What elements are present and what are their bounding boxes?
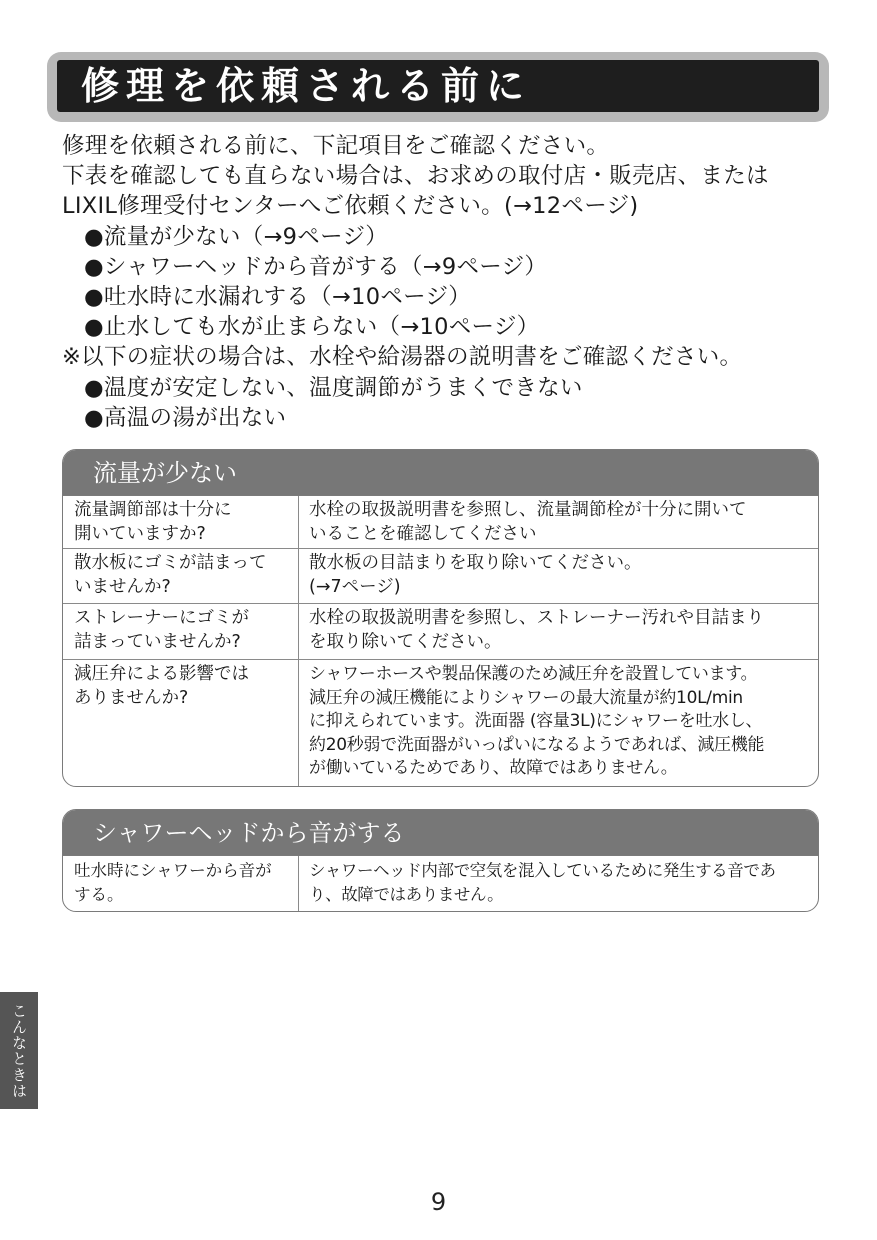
- section-header: 流量が少ない: [63, 450, 818, 496]
- remedy-text: シャワーヘッド内部で空気を混入しているために発生する音であ: [309, 861, 776, 880]
- remedy-text: 水栓の取扱説明書を参照し、流量調節栓が十分に開いて: [309, 500, 747, 520]
- check-text: 減圧弁による影響では: [74, 664, 249, 684]
- check-text: 詰まっていませんか?: [74, 631, 241, 652]
- remedy-cell: [299, 856, 818, 911]
- check-cell: [63, 856, 299, 911]
- remedy-text: いることを確認してください: [309, 523, 537, 544]
- table-row: [63, 548, 818, 603]
- intro-line: 下表を確認しても直らない場合は、お求めの取付店・販売店、または: [62, 163, 769, 190]
- check-text: ありませんか?: [74, 687, 189, 708]
- symptom-item: ●シャワーヘッドから音がする（→9ページ）: [84, 253, 548, 280]
- remedy-cell: [299, 604, 818, 659]
- section-low-flow: [62, 449, 819, 787]
- remedy-text: り、故障ではありません。: [309, 884, 504, 904]
- section-header: シャワーヘッドから音がする: [63, 810, 818, 856]
- check-text: いませんか?: [74, 576, 171, 597]
- symptom-item: ●止水しても水が止まらない（→10ページ）: [84, 314, 540, 341]
- check-text: する。: [74, 884, 124, 904]
- title-frame: [47, 52, 829, 122]
- remedy-cell: [299, 496, 818, 548]
- check-text: 流量調節部は十分に: [74, 500, 232, 520]
- troubleshoot-table: [63, 856, 818, 911]
- table-row: [63, 659, 818, 786]
- table-row: [63, 856, 818, 911]
- page-number: 9: [430, 1188, 447, 1216]
- remedy-text: が働いているためであり、故障ではありません。: [309, 758, 678, 778]
- symptom-item: ●吐水時に水漏れする（→10ページ）: [84, 283, 472, 310]
- page-title: 修理を依頼される前に: [57, 60, 819, 112]
- remedy-cell: [299, 660, 818, 786]
- symptom-item: ●温度が安定しない、温度調節がうまくできない: [84, 374, 583, 401]
- remedy-text: を取り除いてください。: [309, 631, 502, 652]
- intro-line: LIXIL修理受付センターへご依頼ください。(→12ページ): [62, 193, 639, 220]
- intro-line: 修理を依頼される前に、下記項目をご確認ください。: [62, 133, 610, 159]
- check-cell: [63, 660, 299, 786]
- section-shower-noise: [62, 809, 819, 912]
- side-index-tab: こんなときは: [0, 992, 38, 1109]
- troubleshoot-table: [63, 496, 818, 786]
- check-cell: [63, 604, 299, 659]
- intro-text: [62, 131, 852, 433]
- check-text: 開いていますか?: [74, 523, 206, 544]
- check-cell: [63, 549, 299, 603]
- check-cell: [63, 496, 299, 548]
- remedy-text: 約20秒弱で洗面器がいっぱいになるようであれば、減圧機能: [309, 734, 765, 755]
- note-line: ※以下の症状の場合は、水栓や給湯器の説明書をご確認ください。: [62, 344, 743, 371]
- symptom-item: ●高温の湯が出ない: [84, 404, 287, 431]
- remedy-text: 減圧弁の減圧機能によりシャワーの最大流量が約10L/min: [309, 687, 743, 708]
- check-text: 散水板にゴミが詰まって: [74, 553, 267, 573]
- remedy-cell: [299, 549, 818, 603]
- remedy-text: 水栓の取扱説明書を参照し、ストレーナー汚れや目詰まり: [309, 608, 764, 628]
- remedy-text: シャワーホースや製品保護のため減圧弁を設置しています。: [309, 664, 758, 684]
- remedy-text: 散水板の目詰まりを取り除いてください。: [309, 553, 642, 573]
- symptom-item: ●流量が少ない（→9ページ）: [84, 223, 389, 250]
- remedy-text: に抑えられています。洗面器 (容量3L)にシャワーを吐水し、: [309, 711, 763, 731]
- check-text: 吐水時にシャワーから音が: [74, 861, 272, 880]
- table-row: [63, 496, 818, 548]
- check-text: ストレーナーにゴミが: [74, 608, 249, 628]
- remedy-text: (→7ページ): [309, 576, 401, 597]
- table-row: [63, 603, 818, 659]
